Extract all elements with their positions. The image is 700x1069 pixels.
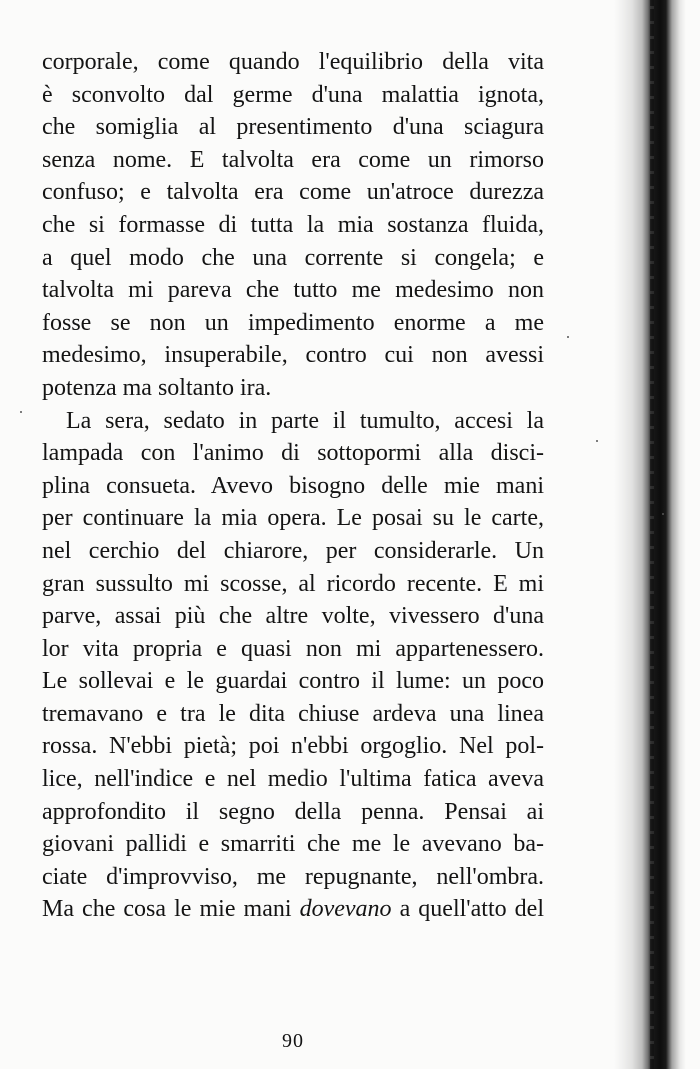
text-line: confuso; e talvolta era come un'atroce durezza	[42, 179, 544, 206]
text-line: fosse se non un impedimento enorme a me	[42, 309, 544, 336]
text-line: Le sollevai e le guardai contro il lume: un poco	[42, 668, 544, 695]
text-line: che somiglia al presentimento d'una sciagura	[42, 114, 544, 141]
text-line: ciate d'improvviso, me repugnante, nell'ombra.	[42, 863, 544, 890]
text-line: rossa. N'ebbi pietà; poi n'ebbi orgoglio. Nel pol-	[42, 733, 544, 760]
text-line: tremavano e tra le dita chiuse ardeva una linea	[42, 700, 544, 727]
text-line: che si formasse di tutta la mia sostanza fluida,	[42, 211, 544, 238]
text-line: per continuare la mia opera. Le posai su le carte,	[42, 505, 544, 532]
text-line: giovani pallidi e smarriti che me le avevano ba-	[42, 831, 544, 858]
text-line: gran sussulto mi scosse, al ricordo recente. E mi	[42, 570, 544, 597]
text-line: talvolta mi pareva che tutto me medesimo non	[42, 277, 544, 304]
print-speck	[20, 411, 22, 413]
print-speck	[662, 513, 664, 515]
page-number: 90	[282, 1030, 304, 1052]
emphasized-word: dovevano	[299, 896, 392, 923]
paragraph-2	[42, 405, 544, 927]
print-speck	[567, 336, 569, 338]
text-line: corporale, come quando l'equilibrio della vita	[42, 49, 544, 75]
text-line: parve, assai più che altre volte, vivessero d'una	[42, 603, 544, 630]
text-line: a quel modo che una corrente si congela; e	[42, 244, 544, 271]
book-spine-edge	[650, 0, 654, 1069]
text-line-with-emphasis: Ma che cosa le mie mani dovevano a quell'atto del	[42, 896, 544, 923]
text-line: medesimo, insuperabile, contro cui non avessi	[42, 342, 544, 369]
text-line: è sconvolto dal germe d'una malattia ignota,	[42, 81, 544, 108]
text-line: lice, nell'indice e nel medio l'ultima fatica aveva	[42, 766, 544, 793]
text-line: approfondito il segno della penna. Pensai ai	[42, 798, 544, 825]
text-line: lampada con l'animo di sottopormi alla disci-	[42, 440, 544, 467]
body-text	[42, 46, 544, 926]
text-line: senza nome. E talvolta era come un rimorso	[42, 146, 544, 173]
text-line: lor vita propria e quasi non mi appartenessero.	[42, 635, 544, 662]
print-speck	[596, 440, 598, 442]
text-line: nel cerchio del chiarore, per considerarle. Un	[42, 537, 544, 564]
text-line: La sera, sedato in parte il tumulto, accesi la	[66, 407, 544, 434]
paragraph-1	[42, 46, 544, 405]
text-line: potenza ma soltanto ira.	[42, 374, 272, 401]
text-line: plina consueta. Avevo bisogno delle mie mani	[42, 472, 544, 499]
book-spine-shadow	[614, 0, 700, 1069]
